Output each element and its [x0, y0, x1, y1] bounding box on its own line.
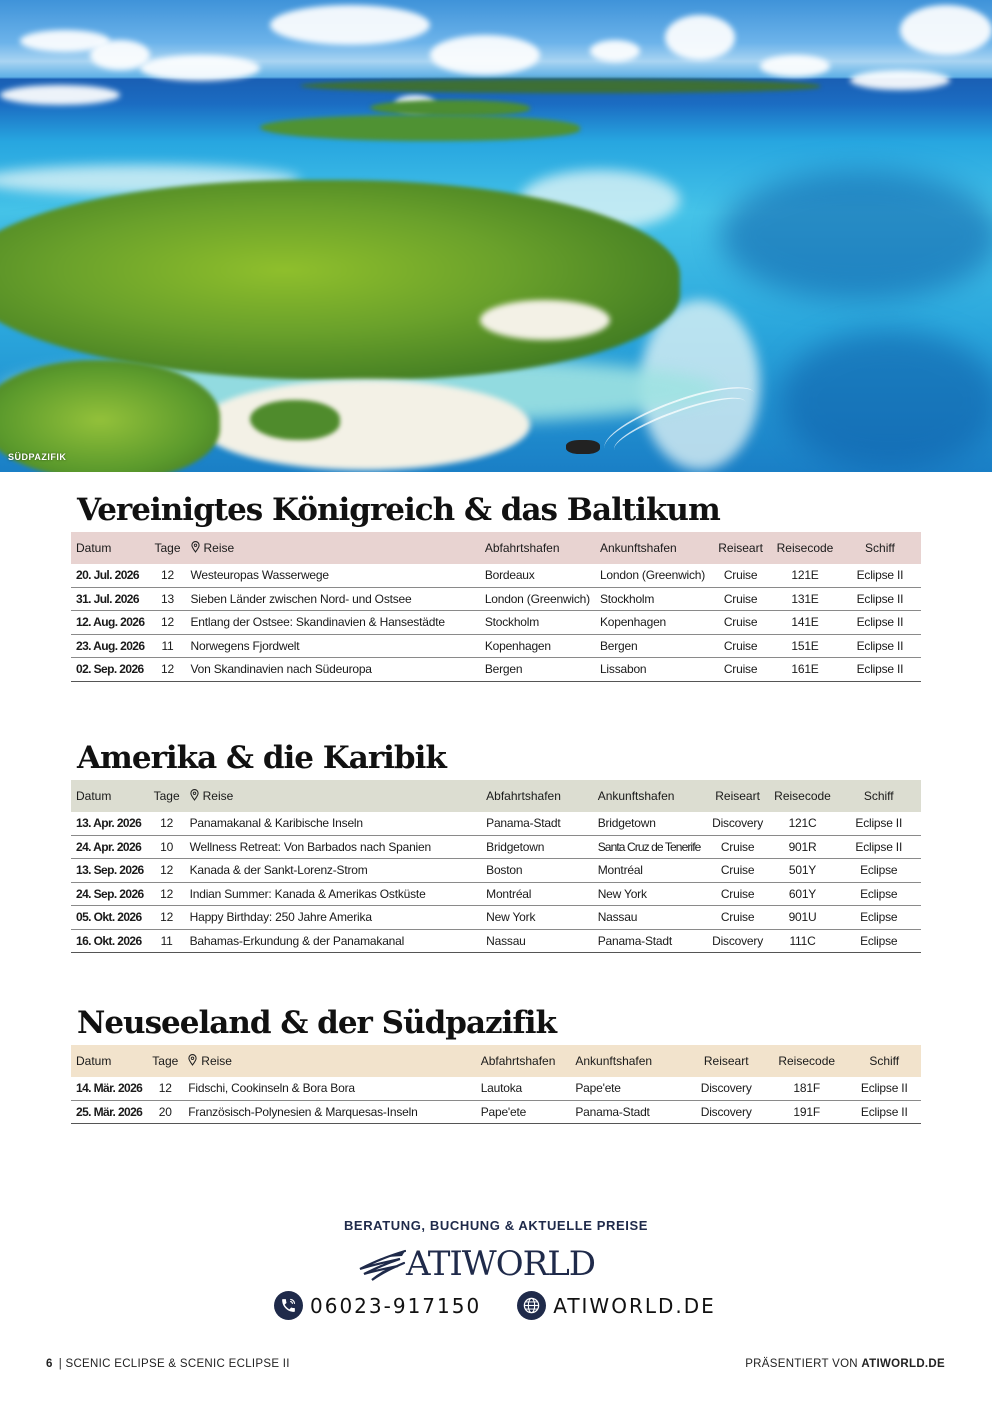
table-header [71, 532, 921, 564]
footer-left [46, 1358, 290, 1370]
cell-ankunft: Panama-Stadt [593, 929, 707, 953]
cell-ankunft: Nassau [593, 906, 707, 930]
col-abfahrtshafen: Abfahrtshafen [480, 1054, 556, 1068]
col-reise-label: Reise [202, 789, 234, 803]
col-schiff: Schiff [863, 789, 894, 803]
distant-island [300, 79, 820, 93]
cell-reiseart: Discovery [707, 929, 769, 953]
cell-reise: Französisch-Polynesien & Marquesas-Inseln [183, 1100, 475, 1124]
cell-reisecode: 121C [769, 812, 837, 835]
cell-schiff: Eclipse II [847, 1100, 921, 1124]
table-header [71, 780, 921, 812]
col-tage: Tage [152, 1054, 179, 1068]
cell-reiseart: Discovery [707, 812, 769, 835]
cell-abfahrt: Bordeaux [480, 564, 595, 587]
col-reise-label: Reise [201, 1054, 232, 1068]
location-pin-icon [191, 541, 200, 553]
cloud [270, 5, 430, 45]
cell-ankunft: Lissabon [595, 658, 710, 682]
boat [566, 440, 600, 454]
island [260, 115, 580, 141]
cell-reisecode: 151E [771, 634, 839, 658]
table-row [71, 859, 921, 883]
cell-datum: 24. Apr. 2026 [71, 835, 149, 859]
cell-reise: Fidschi, Cookinseln & Bora Bora [183, 1077, 475, 1100]
cell-tage: 13 [149, 587, 185, 611]
col-abfahrtshafen: Abfahrtshafen [484, 541, 560, 555]
table-row [71, 1100, 921, 1124]
contact-tagline: BERATUNG, BUCHUNG & AKTUELLE PREISE [343, 1218, 649, 1233]
cell-reisecode: 901U [769, 906, 837, 930]
col-tage: Tage [154, 541, 181, 555]
cell-abfahrt: Lautoka [476, 1077, 571, 1100]
col-tage: Tage [153, 789, 180, 803]
cell-reiseart: Discovery [686, 1077, 765, 1100]
col-schiff: Schiff [869, 1054, 900, 1068]
cell-reise: Wellness Retreat: Von Barbados nach Spanien [185, 835, 482, 859]
cell-ankunft: Bergen [595, 634, 710, 658]
cell-reiseart: Cruise [707, 882, 769, 906]
cloud [590, 40, 640, 62]
contact-row [274, 1291, 716, 1320]
cell-reiseart: Cruise [707, 835, 769, 859]
cell-reiseart: Cruise [710, 564, 771, 587]
cell-reiseart: Cruise [707, 906, 769, 930]
presented-by-label: PRÄSENTIERT VON [745, 1358, 858, 1370]
cloud [850, 70, 950, 90]
cloud [0, 85, 120, 105]
section-title: Amerika & die Karibik [77, 740, 446, 776]
cell-reisecode: 141E [771, 611, 839, 635]
website-url: ATIWORLD.DE [553, 1293, 716, 1318]
cell-schiff: Eclipse II [836, 835, 921, 859]
cell-abfahrt: Nassau [481, 929, 593, 953]
table-row [71, 564, 921, 587]
cell-reisecode: 111C [769, 929, 837, 953]
cell-reiseart: Cruise [710, 587, 771, 611]
cell-reise: Von Skandinavien nach Südeuropa [186, 658, 480, 682]
cell-datum: 12. Aug. 2026 [71, 611, 149, 635]
photo-caption: SÜDPAZIFIK [8, 452, 67, 462]
presented-by-brand: ATIWORLD.DE [861, 1358, 945, 1370]
cell-reise: Kanada & der Sankt-Lorenz-Strom [185, 859, 482, 883]
location-pin-icon [190, 789, 199, 801]
cloud [760, 55, 830, 77]
phone-link[interactable] [274, 1291, 481, 1320]
shrubs [250, 400, 340, 440]
cell-reisecode: 901R [769, 835, 837, 859]
itinerary-table [71, 780, 921, 953]
cell-ankunft: New York [593, 882, 707, 906]
cell-reise: Entlang der Ostsee: Skandinavien & Hansestädte [186, 611, 480, 635]
cell-reise: Norwegens Fjordwelt [186, 634, 480, 658]
publication-title: | SCENIC ECLIPSE & SCENIC ECLIPSE II [58, 1358, 290, 1370]
cell-tage: 12 [149, 658, 185, 682]
cell-reise: Westeuropas Wasserwege [186, 564, 480, 587]
beach [480, 300, 610, 340]
cell-ankunft: Stockholm [595, 587, 710, 611]
cell-tage: 20 [147, 1100, 183, 1124]
col-ankunftshafen: Ankunftshafen [597, 789, 675, 803]
col-reise [183, 1045, 475, 1077]
cell-schiff: Eclipse [836, 882, 921, 906]
section-title: Vereinigtes Königreich & das Baltikum [77, 492, 720, 528]
cell-reiseart: Cruise [707, 859, 769, 883]
cell-tage: 12 [149, 859, 185, 883]
cell-ankunft: Santa Cruz de Tenerife [593, 835, 707, 859]
cell-reisecode: 181F [766, 1077, 848, 1100]
cell-reisecode: 501Y [769, 859, 837, 883]
cell-schiff: Eclipse [836, 859, 921, 883]
cell-datum: 05. Okt. 2026 [71, 906, 149, 930]
col-schiff: Schiff [865, 541, 895, 555]
cell-datum: 23. Aug. 2026 [71, 634, 149, 658]
cell-abfahrt: Bridgetown [481, 835, 593, 859]
table-row [71, 906, 921, 930]
cell-reisecode: 161E [771, 658, 839, 682]
deep-water [720, 170, 992, 300]
table-header [71, 1045, 921, 1077]
cell-tage: 11 [149, 929, 185, 953]
cell-reise: Indian Summer: Kanada & Amerikas Ostküste [185, 882, 482, 906]
table-row [71, 835, 921, 859]
cell-datum: 13. Sep. 2026 [71, 859, 149, 883]
cell-abfahrt: Bergen [480, 658, 595, 682]
col-reise-label: Reise [203, 541, 235, 555]
cell-ankunft: London (Greenwich) [595, 564, 710, 587]
phone-number: 06023-917150 [310, 1293, 482, 1318]
cell-datum: 02. Sep. 2026 [71, 658, 149, 682]
section-title: Neuseeland & der Südpazifik [77, 1005, 557, 1041]
col-reise [185, 780, 482, 812]
phone-icon [274, 1291, 303, 1320]
section-uk-baltikum [71, 490, 921, 682]
col-ankunftshafen: Ankunftshafen [575, 1054, 653, 1068]
cell-reiseart: Cruise [710, 634, 771, 658]
col-datum: Datum [76, 541, 112, 555]
section-amerika-karibik [71, 738, 921, 953]
cell-ankunft: Kopenhagen [595, 611, 710, 635]
cell-tage: 11 [149, 634, 185, 658]
cell-schiff: Eclipse [836, 929, 921, 953]
cell-datum: 20. Jul. 2026 [71, 564, 149, 587]
brand-name: ATIWORLD [406, 1244, 596, 1284]
cell-reiseart: Cruise [710, 658, 771, 682]
col-reisecode: Reisecode [774, 789, 831, 803]
footer-right [745, 1358, 945, 1370]
cell-ankunft: Panama-Stadt [570, 1100, 686, 1124]
page-number: 6 [46, 1358, 53, 1370]
cell-schiff: Eclipse [836, 906, 921, 930]
cell-tage: 12 [147, 1077, 183, 1100]
itinerary-table [71, 532, 921, 682]
cell-schiff: Eclipse II [839, 564, 921, 587]
cell-abfahrt: Stockholm [480, 611, 595, 635]
cell-tage: 12 [149, 812, 185, 835]
table-row [71, 611, 921, 635]
cell-reise: Sieben Länder zwischen Nord- und Ostsee [186, 587, 480, 611]
cloud [900, 5, 992, 55]
cell-schiff: Eclipse II [839, 634, 921, 658]
cell-reise: Bahamas-Erkundung & der Panamakanal [185, 929, 482, 953]
deep-water [780, 330, 992, 470]
col-reise [186, 532, 480, 564]
cell-tage: 12 [149, 882, 185, 906]
cell-datum: 16. Okt. 2026 [71, 929, 149, 953]
island [370, 100, 530, 116]
cell-reise: Panamakanal & Karibische Inseln [185, 812, 482, 835]
col-abfahrtshafen: Abfahrtshafen [486, 789, 561, 803]
cell-schiff: Eclipse II [839, 611, 921, 635]
cell-tage: 12 [149, 906, 185, 930]
col-reisecode: Reisecode [776, 541, 834, 555]
table-row [71, 658, 921, 682]
col-ankunftshafen: Ankunftshafen [599, 541, 677, 555]
cell-reisecode: 121E [771, 564, 839, 587]
table-row [71, 1077, 921, 1100]
cell-abfahrt: Montréal [481, 882, 593, 906]
cell-reiseart: Cruise [710, 611, 771, 635]
cell-reise: Happy Birthday: 250 Jahre Amerika [185, 906, 482, 930]
cell-schiff: Eclipse II [839, 587, 921, 611]
table-row [71, 812, 921, 835]
cell-abfahrt: London (Greenwich) [480, 587, 595, 611]
location-pin-icon [188, 1054, 197, 1066]
cell-schiff: Eclipse II [847, 1077, 921, 1100]
itinerary-table [71, 1045, 921, 1124]
col-reiseart: Reiseart [715, 789, 760, 803]
cell-abfahrt: Panama-Stadt [481, 812, 593, 835]
swoosh-logo-icon [358, 1247, 406, 1281]
cell-datum: 25. Mär. 2026 [71, 1100, 147, 1124]
main-island [0, 180, 680, 380]
cloud [665, 15, 735, 60]
cloud [430, 35, 540, 75]
table-row [71, 882, 921, 906]
beach [200, 380, 530, 470]
table-row [71, 929, 921, 953]
col-reisecode: Reisecode [778, 1054, 836, 1068]
table-row [71, 634, 921, 658]
website-link[interactable] [517, 1291, 716, 1320]
cell-datum: 14. Mär. 2026 [71, 1077, 147, 1100]
cell-ankunft: Montréal [593, 859, 707, 883]
cell-ankunft: Pape'ete [570, 1077, 686, 1100]
cell-schiff: Eclipse II [836, 812, 921, 835]
cell-reisecode: 601Y [769, 882, 837, 906]
cloud [140, 55, 260, 81]
cell-tage: 12 [149, 564, 185, 587]
col-reiseart: Reiseart [703, 1054, 749, 1068]
globe-icon [517, 1291, 546, 1320]
cell-abfahrt: Pape'ete [476, 1100, 571, 1124]
section-neuseeland-suedpazifik [71, 1003, 921, 1124]
cell-abfahrt: Boston [481, 859, 593, 883]
hero-photo-tropical-atoll [0, 0, 992, 472]
col-reiseart: Reiseart [718, 541, 763, 555]
cell-reisecode: 131E [771, 587, 839, 611]
cell-datum: 31. Jul. 2026 [71, 587, 149, 611]
cell-datum: 13. Apr. 2026 [71, 812, 149, 835]
cell-ankunft: Bridgetown [593, 812, 707, 835]
col-datum: Datum [76, 789, 112, 803]
cell-reiseart: Discovery [686, 1100, 765, 1124]
cell-abfahrt: Kopenhagen [480, 634, 595, 658]
table-row [71, 587, 921, 611]
cell-reisecode: 191F [766, 1100, 848, 1124]
cell-schiff: Eclipse II [839, 658, 921, 682]
cell-tage: 10 [149, 835, 185, 859]
cell-abfahrt: New York [481, 906, 593, 930]
col-datum: Datum [76, 1054, 112, 1068]
cell-datum: 24. Sep. 2026 [71, 882, 149, 906]
atiworld-logo [358, 1244, 595, 1284]
cell-tage: 12 [149, 611, 185, 635]
